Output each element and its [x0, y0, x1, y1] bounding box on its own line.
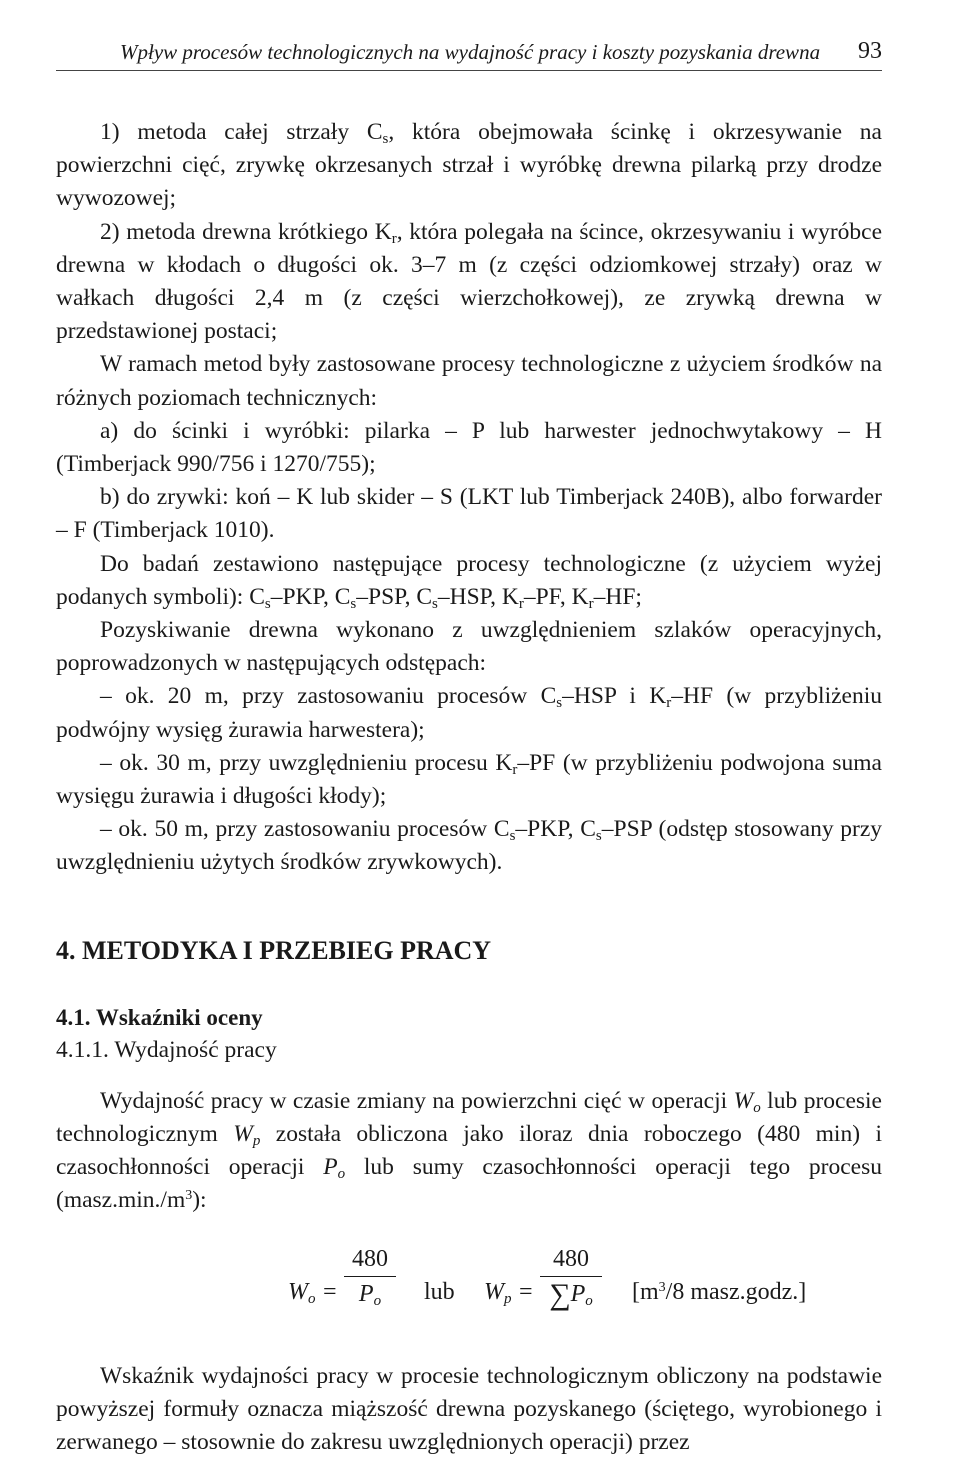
subsection-heading: 4.1. Wskaźniki oceny — [56, 1004, 263, 1030]
paragraph-skidding: b) do zrywki: koń – K lub skider – S (LKT lub Timberjack 240B), albo forwarder – F (Timberjack 1010). — [56, 484, 882, 544]
paragraph-indicator: Wskaźnik wydajności pracy w procesie technologicznym obliczony na podstawie powyższej formuły oznacza miąższość drewna pozyskanego (ściętego, wyrobionego i zerwanego – stosownie do zakresu uwzględnionych operacji) przez — [56, 1362, 882, 1456]
paragraph-harvesting: Pozyskiwanie drewna wykonano z uwzględnieniem szlaków operacyjnych, poprowadzonych w następujących odstępach: — [56, 617, 882, 677]
paragraph-method-1: 1) metoda całej strzały $C_s$, która obejmowała ścinkę i okrzesywanie na powierzchni cięć, zrywkę okrzesanych strzał i wyróbkę drewna pilarką przy drodze wywozowej; — [56, 119, 882, 212]
paragraph-spacing-50: – ok. 50 m, przy zastosowaniu procesów $C_s$–PKP, $C_s$–PSP (odstęp stosowany przy uwzględnieniu użytych środków zrywkowych). — [56, 816, 883, 876]
page-body — [56, 116, 882, 1459]
formula-unit: [$m^3/8$ masz.godz.] — [632, 1278, 807, 1305]
formula-lhs-wp: $W_p$ = — [484, 1278, 534, 1307]
formula-fraction-2: 480 $\sum P_o$ — [540, 1244, 602, 1310]
formula-connector: lub — [424, 1278, 455, 1305]
subsubsection-heading: 4.1.1. Wydajność pracy — [56, 1036, 277, 1063]
section-heading: 4. METODYKA I PRZEBIEG PRACY — [56, 935, 492, 965]
running-header — [56, 40, 882, 71]
paragraph-processes: W ramach metod były zastosowane procesy technologiczne z użyciem środków na różnych poziomach technicznych: — [56, 351, 882, 411]
paragraph-method-2: 2) metoda drewna krótkiego $K_r$, która polegała na ścince, okrzesywaniu i wyróbce drewna w kłodach o długości ok. 3–7 m (z części odziomkowej strzały) oraz w wałkach długości 2,4 m (z części wierzchołkowej), ze zrywką drewna w przedstawionej postaci; — [56, 218, 883, 345]
productivity-formula — [56, 1244, 882, 1336]
paragraph-process-list: Do badań zestawiono następujące procesy technologiczne (z użyciem wyżej podanych symboli): $C_s$–PKP, $C_s$–PSP, $C_s$–HSP, $K_r-PF$, $K_r-HF$; — [56, 550, 882, 612]
page-number: 93 — [858, 38, 882, 64]
paragraph-spacing-30: – ok. 30 m, przy uwzględnieniu procesu $K_r-PF$ (w przybliżeniu podwojona suma wysięgu żurawia i długości kłody); — [56, 749, 882, 810]
paragraph-productivity: Wydajność pracy w czasie zmiany na powierzchni cięć w operacji $W_o$ lub procesie technologicznym $W_p$ została obliczona jako iloraz dnia roboczego (480 min) i czasochłonności operacji $P_o$ lub sumy czasochłonności operacji tego procesu $(masz.\min./m^3)$: — [56, 1087, 882, 1214]
formula-fraction-1: 480 $P_o$ — [344, 1244, 396, 1309]
paragraph-felling: a) do ścinki i wyróbki: pilarka – P lub harwester jednochwytakowy – H (Timberjack 990/756 i 1270/755); — [56, 417, 882, 478]
paragraph-spacing-20: – ok. 20 m, przy zastosowaniu procesów $C_s$–HSP i $K_r-HF$ (w przybliżeniu podwójny wysięg żurawia harwestera); — [56, 683, 882, 743]
formula-lhs-wo: $W_o$ = — [288, 1278, 338, 1307]
sum-symbol: ∑ — [549, 1277, 571, 1311]
running-title: Wpływ procesów technologicznych na wydajność pracy i koszty pozyskania drewna — [120, 40, 821, 64]
